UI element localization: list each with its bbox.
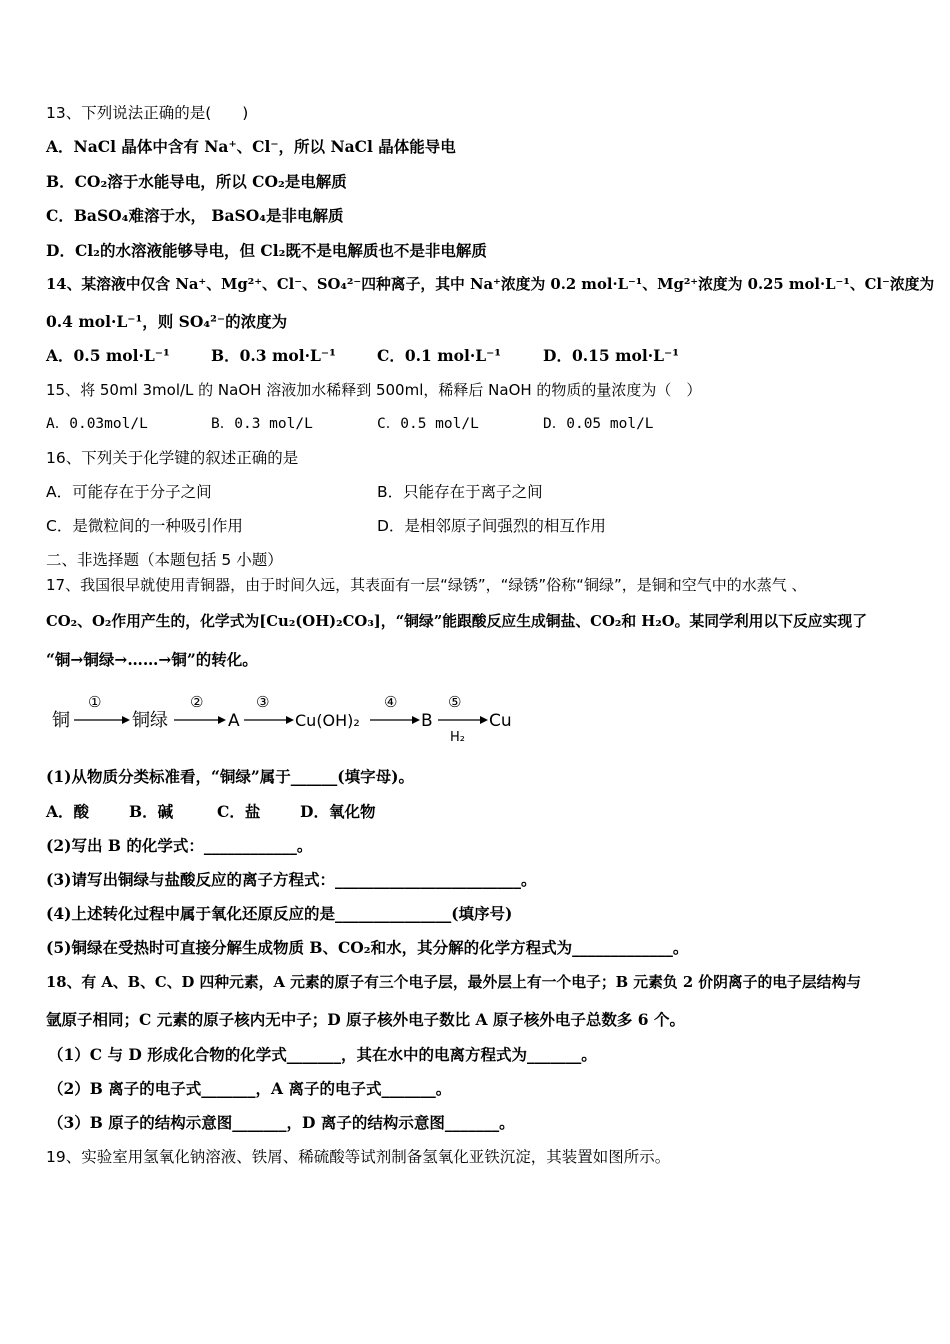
q17-part3: (3)请写出铜绿与盐酸反应的离子方程式：________________________。 [46,870,537,889]
section-heading: 二、非选择题（本题包括 5 小题） [46,551,283,569]
q15-stem: 15、将 50ml 3mol/L 的 NaOH 溶液加水稀释到 500ml，稀释后 NaOH 的物质的量浓度为（ ） [46,381,702,399]
q14-option-d: D．0.15 mol·L⁻¹ [543,346,679,365]
q16-option-b: B．只能存在于离子之间 [377,483,543,501]
flow-node-copper: 铜 [52,710,70,731]
q17-line1: 17、我国很早就使用青铜器，由于时间久远，其表面有一层“绿锈”，“绿锈”俗称“铜绿”，是铜和空气中的水蒸气 、 [46,576,807,594]
q16-stem: 16、下列关于化学键的叙述正确的是 [46,449,299,467]
q13-option-c: C．BaSO₄难溶于水， BaSO₄是非电解质 [46,206,344,225]
flow-node-b: B [421,711,433,731]
q17-option-b: B．碱 [129,802,174,821]
q17-option-d: D．氧化物 [300,802,376,821]
q17-option-c: C．盐 [217,802,261,821]
q13-option-a: A．NaCl 晶体中含有 Na⁺、Cl⁻，所以 NaCl 晶体能导电 [46,137,456,156]
q14-stem-line1: 14、某溶液中仅含 Na⁺、Mg²⁺、Cl⁻、SO₄²⁻四种离子，其中 Na⁺浓度为 0.2 mol·L⁻¹、Mg²⁺浓度为 0.25 mol·L⁻¹、Cl⁻浓度为 [46,276,935,293]
q18-part1: （1）C 与 D 形成化合物的化学式_______，其在水中的电离方程式为_______。 [48,1045,597,1064]
q18-part3: （3）B 原子的结构示意图_______，D 离子的结构示意图_______。 [48,1113,515,1132]
q17-part4: (4)上述转化过程中属于氧化还原反应的是_______________(填序号) [46,904,513,923]
flow-node-cu-oh2: Cu(OH)₂ [295,711,360,730]
q17-part1-options [46,802,375,822]
q13-option-d: D．Cl₂的水溶液能够导电，但 Cl₂既不是电解质也不是非电解质 [46,241,487,260]
q17-part5: (5)铜绿在受热时可直接分解生成物质 B、CO₂和水，其分解的化学方程式为_____________。 [46,938,689,957]
q14-option-a: A．0.5 mol·L⁻¹ [46,346,170,365]
conversion-flow-diagram [48,692,518,744]
q15-option-d: D．0.05 mol/L [543,416,654,432]
q16-options-row2 [46,516,606,536]
q13-option-b: B．CO₂溶于水能导电，所以 CO₂是电解质 [46,172,347,191]
q15-option-c: C．0.5 mol/L [377,416,479,432]
flow-step-3: ③ [256,693,270,711]
flow-step-4: ④ [384,693,398,711]
q15-option-b: B．0.3 mol/L [211,416,313,432]
q18-line2: 氩原子相同；C 元素的原子核内无中子；D 原子核外电子数比 A 原子核外电子总数多 6 个。 [46,1010,685,1029]
flow-step-5: ⑤ [448,693,462,711]
flow-node-cu: Cu [489,711,512,731]
q17-line3: “铜→铜绿→……→铜”的转化。 [46,650,258,669]
flow-reagent-h2: H₂ [450,730,465,744]
q15-options [46,414,654,434]
q18-line1: 18、有 A、B、C、D 四种元素，A 元素的原子有三个电子层，最外层上有一个电子；B 元素负 2 价阴离子的电子层结构与 [46,974,862,991]
q18-part2: （2）B 离子的电子式_______，A 离子的电子式_______。 [48,1079,452,1098]
q17-part2: (2)写出 B 的化学式：____________。 [46,836,313,855]
q13-stem: 13、下列说法正确的是( ) [46,104,249,122]
q16-option-a: A．可能存在于分子之间 [46,483,212,501]
q16-options-row1 [46,482,543,502]
q16-option-c: C．是微粒间的一种吸引作用 [46,517,243,535]
flow-step-2: ② [190,693,204,711]
q17-option-a: A．酸 [46,802,90,821]
q14-option-b: B．0.3 mol·L⁻¹ [211,346,336,365]
q17-line2: CO₂、O₂作用产生的，化学式为[Cu₂(OH)₂CO₃]，“铜绿”能跟酸反应生成铜盐、CO₂和 H₂O。某同学利用以下反应实现了 [46,613,867,630]
q15-option-a: A．0.03mol/L [46,416,148,432]
flow-node-a: A [228,711,240,731]
flow-step-1: ① [88,693,102,711]
flow-node-verdigris: 铜绿 [132,710,168,731]
q17-part1: (1)从物质分类标准看，“铜绿”属于______(填字母)。 [46,767,414,786]
q19-stem: 19、实验室用氢氧化钠溶液、铁屑、稀硫酸等试剂制备氢氧化亚铁沉淀，其装置如图所示。 [46,1148,671,1166]
q14-stem-line2: 0.4 mol·L⁻¹，则 SO₄²⁻的浓度为 [46,312,288,331]
q14-options [46,346,679,366]
q14-option-c: C．0.1 mol·L⁻¹ [377,346,502,365]
q16-option-d: D．是相邻原子间强烈的相互作用 [377,517,606,535]
